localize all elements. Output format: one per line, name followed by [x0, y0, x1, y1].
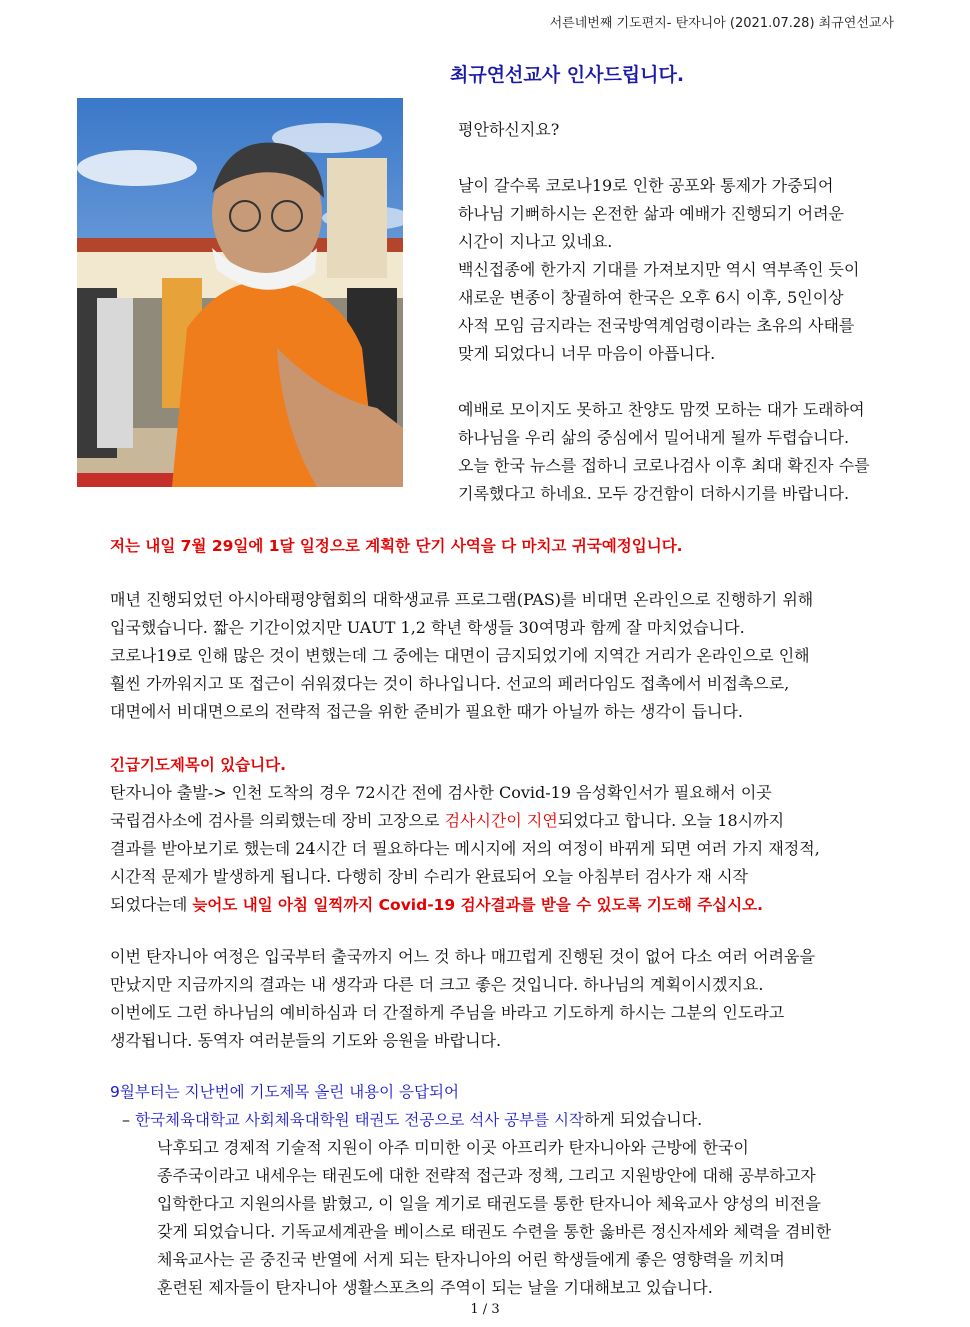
urgent-line: 결과를 받아보기로 했는데 24시간 더 필요하다는 메시지에 저의 여정이 바뀌게 되면 여러 가지 재정적,	[110, 839, 820, 858]
intro-line: 사적 모임 금지라는 전국방역계엄령이라는 초유의 사태를	[458, 316, 855, 335]
intro-line: 백신접종에 한가지 기대를 가져보지만 역시 역부족인 듯이	[458, 260, 860, 279]
journey-line: 이번 탄자니아 여정은 입국부터 출국까지 어느 것 하나 매끄럽게 진행된 것이 없어 다소 여러 어려움을	[110, 947, 815, 966]
september-line: 훈련된 제자들이 탄자니아 생활스포츠의 주역이 되는 날을 기대해보고 있습니다.	[157, 1278, 713, 1297]
september-line: 갖게 되었습니다. 기독교세계관을 베이스로 태권도 수련을 통한 옳바른 정신자세와 체력을 겸비한	[157, 1222, 832, 1241]
intro-section	[458, 116, 928, 508]
journey-line: 이번에도 그런 하나님의 예비하심과 더 간절하게 주님을 바라고 기도하게 하시는 그분의 인도라고	[110, 1003, 785, 1022]
intro-line: 오늘 한국 뉴스를 접하니 코로나검사 이후 최대 확진자 수를	[458, 456, 870, 475]
journey-line: 생각됩니다. 동역자 여러분들의 기도와 응원을 바랍니다.	[110, 1031, 502, 1050]
intro-line: 기록했다고 하네요. 모두 강건함이 더하시기를 바랍니다.	[458, 484, 850, 503]
urgent-line: 탄자니아 출발-> 인천 도착의 경우 72시간 전에 검사한 Covid-19 음성확인서가 필요해서 이곳	[110, 783, 772, 802]
study-highlight: 한국체육대학교 사회체육대학원 태권도 전공으로 석사 공부를 시작	[135, 1111, 584, 1129]
pas-line: 훨씬 가까워지고 또 접근이 쉬워졌다는 것이 하나입니다. 선교의 페러다임도 접촉에서 비접촉으로,	[110, 674, 790, 693]
page-number: 1 / 3	[470, 1302, 500, 1317]
september-section	[110, 1078, 920, 1302]
prayer-request: 늦어도 내일 아침 일찍까지 Covid-19 검사결과를 받을 수 있도록 기도해 주십시오.	[192, 896, 763, 914]
intro-line: 하나님 기뻐하시는 온전한 삶과 예배가 진행되기 어려운	[458, 204, 845, 223]
return-announcement: 저는 내일 7월 29일에 1달 일정으로 계획한 단기 사역을 다 마치고 귀국예정입니다.	[110, 537, 683, 555]
september-title: 9월부터는 지난번에 기도제목 올린 내용이 응답되어	[110, 1083, 459, 1101]
intro-line: 날이 갈수록 코로나19로 인한 공포와 통제가 가중되어	[458, 176, 834, 195]
letter-title: 최규연선교사 인사드립니다.	[450, 64, 685, 86]
page-header: 서른네번째 기도편지- 탄자니아 (2021.07.28) 최규연선교사	[549, 16, 894, 31]
intro-line: 시간이 지나고 있네요.	[458, 232, 613, 251]
intro-line: 새로운 변종이 창궐하여 한국은 오후 6시 이후, 5인이상	[458, 288, 844, 307]
greeting: 평안하신지요?	[458, 120, 560, 139]
pas-line: 코로나19로 인해 많은 것이 변했는데 그 중에는 대면이 금지되었기에 지역간 거리가 온라인으로 인해	[110, 646, 810, 665]
september-line: 입학한다고 지원의사를 밝혔고, 이 일을 계기로 태권도를 통한 탄자니아 체육교사 양성의 비전을	[157, 1194, 821, 1213]
september-line: 체육교사는 곧 중진국 반열에 서게 되는 탄자니아의 어린 학생들에게 좋은 영향력을 끼치며	[157, 1250, 785, 1269]
intro-line: 하나님을 우리 삶의 중심에서 밀어내게 될까 두렵습니다.	[458, 428, 850, 447]
missionary-photo	[77, 98, 403, 487]
september-line: – 한국체육대학교 사회체육대학원 태권도 전공으로 석사 공부를 시작하게 되었습니다.	[122, 1110, 703, 1129]
intro-line: 예배로 모이지도 못하고 찬양도 맘껏 모하는 대가 도래하여	[458, 400, 865, 419]
announcement	[110, 532, 920, 560]
urgent-title: 긴급기도제목이 있습니다.	[110, 756, 286, 774]
intro-line: 맞게 되었다니 너무 마음이 아픕니다.	[458, 344, 716, 363]
journey-paragraph	[110, 943, 920, 1055]
delay-highlight: 검사시간이 지연	[444, 811, 558, 830]
urgent-line: 시간적 문제가 발생하게 됩니다. 다행히 장비 수리가 완료되어 오늘 아침부터 검사가 재 시작	[110, 867, 748, 886]
pas-line: 입국했습니다. 짧은 기간이었지만 UAUT 1,2 학년 학생들 30여명과 함께 잘 마치었습니다.	[110, 618, 745, 637]
journey-line: 만났지만 지금까지의 결과는 내 생각과 다른 더 크고 좋은 것입니다. 하나님의 계획이시겠지요.	[110, 975, 764, 994]
september-line: 종주국이라고 내세우는 태권도에 대한 전략적 접근과 정책, 그리고 지원방안에 대해 공부하고자	[157, 1166, 816, 1185]
september-line: 낙후되고 경제적 기술적 지원이 아주 미미한 이곳 아프리카 탄자니아와 근방에 한국이	[157, 1138, 749, 1157]
pas-line: 매년 진행되었던 아시아태평양협회의 대학생교류 프로그램(PAS)를 비대면 온라인으로 진행하기 위해	[110, 590, 814, 609]
pas-line: 대면에서 비대면으로의 전략적 접근을 위한 준비가 필요한 때가 아닐까 하는 생각이 듭니다.	[110, 702, 743, 721]
urgent-line: 국립검사소에 검사를 의뢰했는데 장비 고장으로 검사시간이 지연되었다고 합니다. 오늘 18시까지	[110, 811, 785, 830]
urgent-line: 되었다는데 늦어도 내일 아침 일찍까지 Covid-19 검사결과를 받을 수 있도록 기도해 주십시오.	[110, 895, 763, 914]
pas-paragraph	[110, 586, 920, 726]
urgent-section	[110, 751, 920, 919]
